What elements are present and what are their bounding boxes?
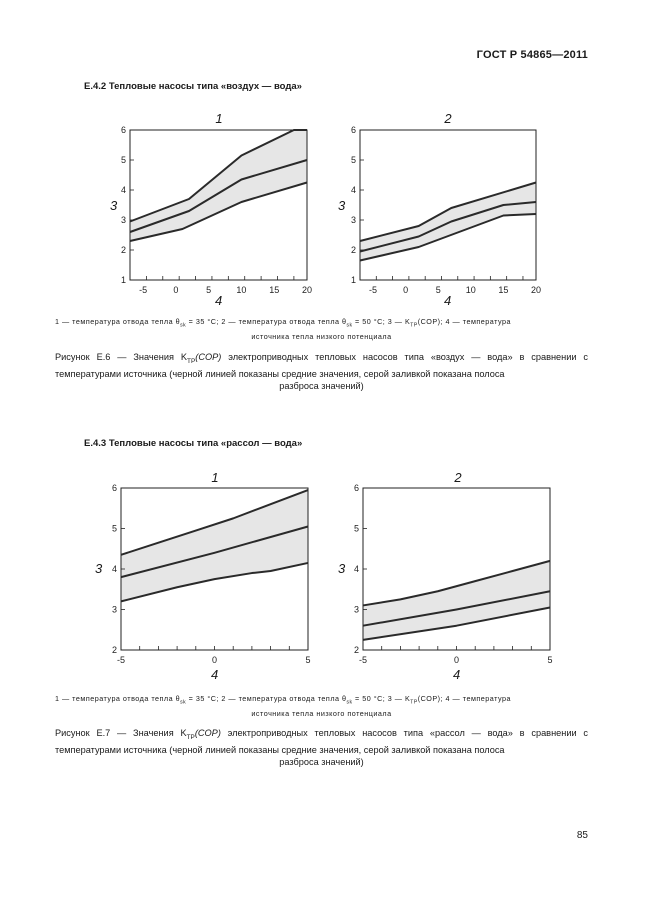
- x-tick-label: 10: [236, 285, 247, 295]
- y-tick-label: 5: [111, 523, 117, 534]
- x-tick-label: 20: [301, 285, 313, 295]
- y-tick-label: 2: [350, 245, 356, 255]
- y-tick-label: 6: [350, 125, 356, 135]
- section-title-brine-water: Е.4.3 Тепловые насосы типа «рассол — вода»: [84, 438, 303, 449]
- y-tick-label: 5: [353, 523, 359, 534]
- y-tick-label: 3: [111, 604, 117, 615]
- panel-label: 2: [454, 470, 462, 485]
- y-tick-label: 4: [350, 185, 356, 195]
- x-tick-label: 0: [453, 655, 460, 665]
- x-tick-label: 0: [403, 285, 409, 295]
- x-tick-label: 5: [435, 285, 441, 295]
- figure-caption: Рисунок Е.6 — Значения $K_{ТР}(COP)$ электроприводных тепловых насосов типа «воздух — вода» в сравнении с температурами источника (черной линией показаны средние значения, серой заливкой показана полоса разброса значений): [55, 352, 589, 391]
- section-title-air-water: Е.4.2 Тепловые насосы типа «воздух — вода»: [84, 81, 302, 92]
- x-axis-label: 4: [453, 667, 461, 682]
- x-tick-label: -5: [139, 285, 148, 295]
- x-axis-label: 4: [444, 293, 452, 308]
- y-tick-label: 4: [111, 564, 117, 574]
- standard-header: ГОСТ Р 54865—2011: [476, 49, 588, 61]
- y-axis-label: 3: [338, 561, 346, 576]
- x-tick-label: 20: [530, 285, 542, 295]
- figure-legend: 1 — температура отвода тепла $\theta_{sk} = 35$ °C; 2 — температура отвода тепла $\theta_{sk} = 50$ °C; 3 — $K_{ТР}(COP)$; 4 — температура источника тепла низкого потенциала: [55, 317, 511, 342]
- panel-label: 2: [444, 111, 452, 126]
- x-tick-label: 5: [547, 655, 553, 665]
- x-axis-label: 4: [211, 667, 219, 682]
- y-tick-label: 2: [353, 645, 359, 655]
- y-tick-label: 6: [120, 125, 126, 135]
- y-tick-label: 3: [353, 604, 359, 615]
- x-tick-label: 5: [206, 285, 212, 295]
- y-tick-label: 1: [120, 275, 126, 285]
- x-tick-label: -5: [369, 285, 378, 295]
- y-tick-label: 2: [111, 645, 117, 655]
- y-tick-label: 3: [350, 215, 356, 225]
- y-tick-label: 4: [353, 564, 359, 574]
- x-axis-label: 4: [215, 293, 223, 308]
- y-axis-label: 3: [95, 561, 103, 576]
- y-axis-label: 3: [338, 198, 346, 213]
- y-tick-label: 1: [350, 275, 356, 285]
- x-tick-label: 10: [465, 285, 476, 295]
- x-tick-label: 15: [269, 285, 280, 295]
- figure-legend: 1 — температура отвода тепла $\theta_{sk} = 35$ °C; 2 — температура отвода тепла $\theta_{sk} = 50$ °C; 3 — $K_{ТР}(COP)$; 4 — температура источника тепла низкого потенциала: [55, 694, 511, 719]
- panel-label: 1: [211, 470, 219, 485]
- panel-label: 1: [215, 111, 223, 126]
- x-tick-label: 0: [173, 285, 179, 295]
- page-number: 85: [576, 830, 588, 841]
- x-tick-label: 15: [498, 285, 509, 295]
- x-tick-label: -5: [358, 655, 368, 665]
- y-tick-label: 4: [120, 185, 126, 195]
- x-tick-label: -5: [116, 655, 126, 665]
- figure-caption: Рисунок Е.7 — Значения $K_{ТР}(COP)$ электроприводных тепловых насосов типа «рассол — вода» в сравнении с температурами источника (черной линией показаны средние значения, серой заливкой показана полоса разброса значений): [55, 728, 588, 767]
- y-tick-label: 6: [111, 483, 117, 493]
- y-tick-label: 6: [353, 483, 359, 493]
- y-tick-label: 2: [120, 245, 126, 255]
- x-tick-label: 0: [211, 655, 218, 665]
- y-axis-label: 3: [110, 198, 118, 213]
- y-tick-label: 5: [350, 155, 356, 165]
- x-tick-label: 5: [305, 655, 311, 665]
- y-tick-label: 3: [120, 215, 126, 225]
- y-tick-label: 5: [120, 155, 126, 165]
